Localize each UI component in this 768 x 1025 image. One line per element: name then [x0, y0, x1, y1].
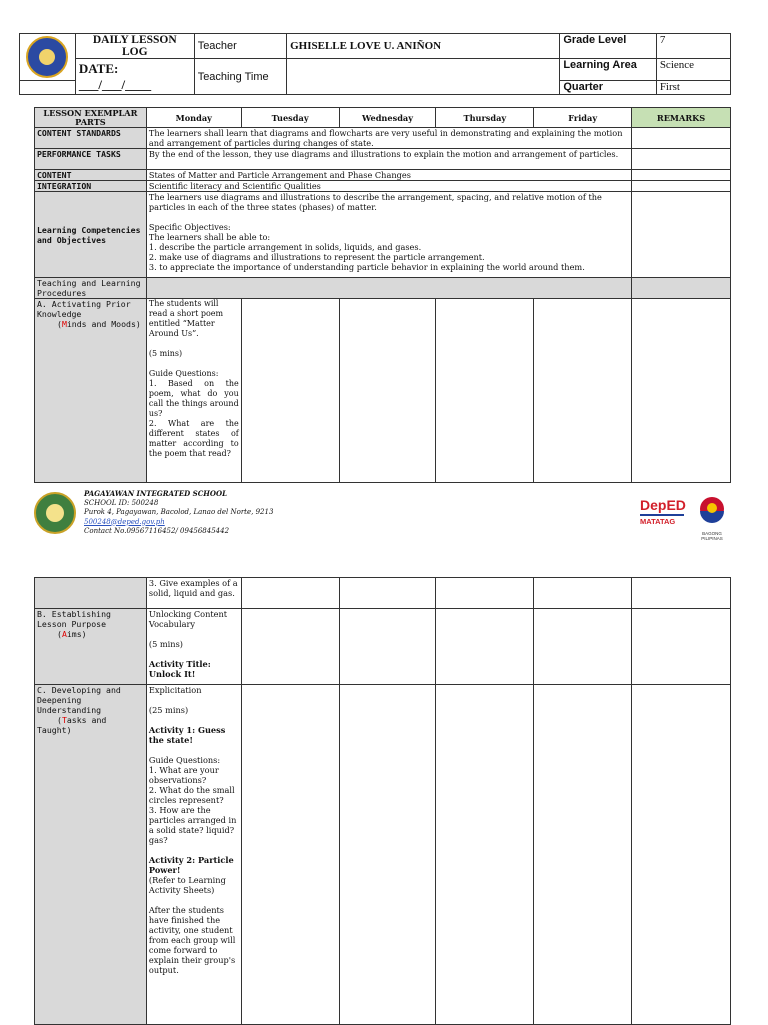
lesson-table-continued	[34, 577, 731, 1025]
performance-tasks-text: By the end of the lesson, they use diagrams and illustrations to explain the motion and arrangement of particles.	[146, 149, 631, 170]
section-a-q3: 3. Give examples of a solid, liquid and gas.	[146, 578, 241, 609]
empty-cell	[241, 685, 339, 1025]
school-seal-icon	[34, 492, 76, 534]
col-header-wednesday: Wednesday	[339, 108, 436, 128]
section-c-after: After the students have finished the activity, one student from each group will come forward to explain their group's output.	[148, 905, 236, 975]
procedures-band	[146, 278, 631, 299]
remarks-cell	[632, 278, 731, 299]
remarks-cell	[632, 170, 731, 181]
empty-cell	[436, 685, 534, 1025]
empty-cell	[534, 685, 632, 1025]
empty-cell	[339, 685, 436, 1025]
empty-cell	[436, 609, 534, 685]
seal-spacer	[20, 81, 76, 95]
paren: (	[57, 319, 62, 329]
section-c-q2: 2. What do the small circles represent?	[148, 785, 235, 805]
section-a-letter: M	[61, 319, 67, 329]
header-table	[19, 33, 731, 95]
section-c-letter: T	[61, 715, 67, 725]
remarks-cell	[632, 192, 731, 278]
deped-seal-icon	[26, 36, 68, 78]
remarks-cell	[632, 181, 731, 192]
objective-3: 3. to appreciate the importance of understanding particle behavior in explaining the world around them.	[148, 262, 585, 272]
deped-seal-cell	[20, 34, 76, 81]
teacher-name: GHISELLE LOVE U. ANIÑON	[287, 34, 560, 59]
section-a-label	[35, 299, 147, 483]
row-label-competencies: Learning Competencies and Objectives	[35, 192, 147, 278]
section-b-title: B. Establishing Lesson Purpose	[37, 609, 111, 629]
section-c-text: Explicitation	[148, 685, 202, 695]
section-c-title: C. Developing and Deepening Understanding	[37, 685, 121, 715]
section-a-q2: 2. What are the different states of matter according to the poem that read?	[148, 419, 239, 458]
remarks-cell	[632, 578, 731, 609]
col-header-parts: LESSON EXEMPLAR PARTS	[35, 108, 147, 128]
section-b-time: (5 mins)	[148, 639, 183, 649]
learning-area-value: Science	[656, 59, 730, 81]
empty-cell	[339, 578, 436, 609]
competencies-intro: The learners use diagrams and illustrations to describe the arrangement, spacing, and relative motion of the particles in each of the three states (phases) of matter.	[148, 192, 602, 212]
objective-1: 1. describe the particle arrangement in solids, liquids, and gases.	[148, 242, 422, 252]
section-c-time: (25 mins)	[148, 705, 189, 715]
deped-matatag-logo	[640, 497, 684, 533]
section-c-activity-2: Activity 2: Particle Power!	[148, 855, 234, 875]
row-label-content: CONTENT	[35, 170, 147, 181]
col-header-thursday: Thursday	[436, 108, 534, 128]
remarks-cell	[632, 149, 731, 170]
empty-cell	[534, 299, 632, 483]
section-a-guide: Guide Questions:	[148, 369, 219, 378]
col-header-monday: Monday	[146, 108, 241, 128]
section-c-label	[35, 685, 147, 1025]
paren: (	[57, 715, 62, 725]
content-standards-text: The learners shall learn that diagrams and flowcharts are very useful in demonstrating and explaining the motion and arrangement of particles during changes of state.	[146, 128, 631, 149]
section-a-q1: 1. Based on the poem, what do you call the things around us?	[148, 379, 239, 418]
matatag-text: MATATAG	[640, 517, 676, 526]
empty-cell	[436, 578, 534, 609]
quarter-value: First	[656, 81, 730, 95]
competencies-cell	[146, 192, 631, 278]
section-c-refer: (Refer to Learning Activity Sheets)	[148, 875, 226, 895]
empty-cell	[241, 578, 339, 609]
school-info	[84, 489, 273, 537]
section-b-subtitle: ims)	[66, 629, 87, 639]
remarks-cell	[632, 609, 731, 685]
section-c-q1: 1. What are your observations?	[148, 765, 219, 785]
section-c-monday	[146, 685, 241, 1025]
col-header-friday: Friday	[534, 108, 632, 128]
bagong-pilipinas-icon	[692, 495, 732, 527]
remarks-cell	[632, 299, 731, 483]
row-label-performance-tasks: PERFORMANCE TASKS	[35, 149, 147, 170]
section-c-subtitle: asks and Taught)	[37, 715, 107, 735]
section-a-text: The students will read a short poem entitled “Matter Around Us”.	[148, 299, 224, 338]
section-a-label-continued	[35, 578, 147, 609]
section-b-activity-title: Activity Title: Unlock It!	[148, 659, 211, 679]
section-c-guide: Guide Questions:	[148, 755, 221, 765]
section-a-time: (5 mins)	[148, 349, 183, 358]
empty-cell	[534, 578, 632, 609]
remarks-cell	[632, 685, 731, 1025]
school-name: PAGAYAWAN INTEGRATED SCHOOL	[84, 489, 228, 498]
specific-objectives: Specific Objectives:	[148, 222, 231, 232]
grade-level-label: Grade Level	[560, 34, 656, 59]
teaching-time-value	[287, 59, 560, 95]
bagong-text: BAGONG PILIPINAS	[701, 531, 723, 541]
section-b-letter: A	[61, 629, 67, 639]
able-to: The learners shall be able to:	[148, 232, 271, 242]
section-b-label	[35, 609, 147, 685]
section-b-monday	[146, 609, 241, 685]
grade-level-value: 7	[656, 34, 730, 59]
empty-cell	[436, 299, 534, 483]
col-header-tuesday: Tuesday	[241, 108, 339, 128]
row-label-integration: INTEGRATION	[35, 181, 147, 192]
section-c-activity-1: Activity 1: Guess the state!	[148, 725, 226, 745]
school-address: Purok 4, Pagayawan, Bacolod, Lanao del Norte, 9213	[84, 508, 274, 516]
empty-cell	[241, 609, 339, 685]
deped-logo-text: DepED	[640, 497, 686, 513]
row-label-procedures: Teaching and Learning Procedures	[35, 278, 147, 299]
quarter-label: Quarter	[560, 81, 656, 95]
school-id: SCHOOL ID: 500248	[84, 498, 159, 507]
section-c-q3: 3. How are the particles arranged in a solid state? liquid? gas?	[148, 805, 237, 845]
lesson-table	[34, 107, 731, 483]
section-b-text: Unlocking Content Vocabulary	[148, 609, 228, 629]
remarks-cell	[632, 128, 731, 149]
content-text: States of Matter and Particle Arrangement and Phase Changes	[146, 170, 631, 181]
integration-text: Scientific literacy and Scientific Qualities	[146, 181, 631, 192]
teaching-time-label: Teaching Time	[194, 59, 286, 95]
empty-cell	[339, 609, 436, 685]
date-field: DATE: ___/___/____	[75, 59, 194, 95]
paren: (	[57, 629, 62, 639]
empty-cell	[339, 299, 436, 483]
dll-title: DAILY LESSON LOG	[75, 34, 194, 59]
bagong-pilipinas-logo	[692, 495, 732, 541]
school-email[interactable]: 500248@deped.gov.ph	[84, 517, 165, 526]
learning-area-label: Learning Area	[560, 59, 656, 81]
row-label-content-standards: CONTENT STANDARDS	[35, 128, 147, 149]
empty-cell	[241, 299, 339, 483]
teacher-label: Teacher	[194, 34, 286, 59]
col-header-remarks: REMARKS	[632, 108, 731, 128]
objective-2: 2. make use of diagrams and illustrations to represent the particle arrangement.	[148, 252, 485, 262]
school-contact: Contact No.09567116452/ 09456845442	[84, 527, 230, 535]
empty-cell	[534, 609, 632, 685]
section-a-subtitle: inds and Moods)	[66, 319, 141, 329]
section-a-monday	[146, 299, 241, 483]
section-a-title: A. Activating Prior Knowledge	[37, 299, 131, 319]
